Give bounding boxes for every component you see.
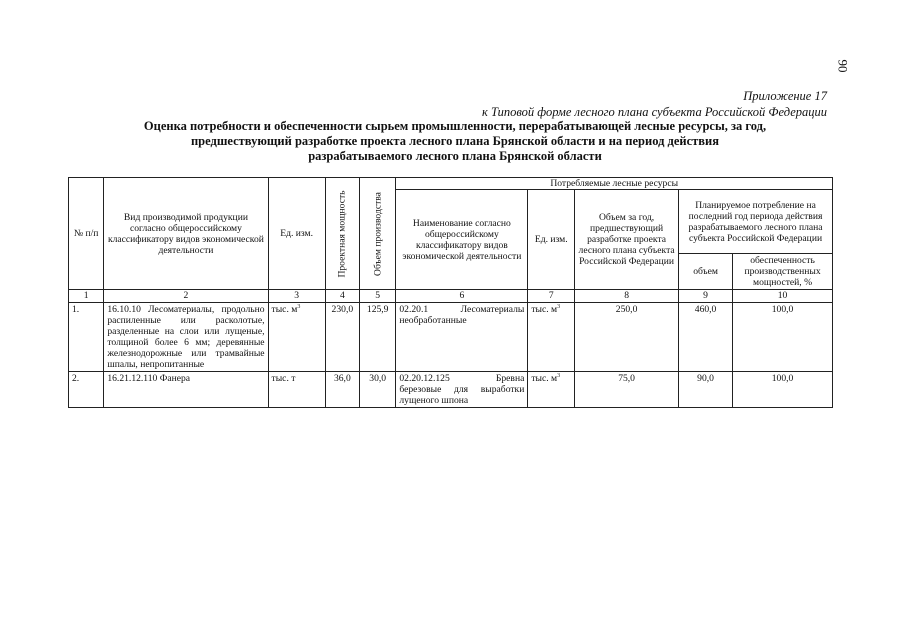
column-number: 6 <box>396 290 528 303</box>
row-num: 2. <box>69 372 104 408</box>
appendix-line-1: Приложение 17 <box>743 89 827 103</box>
header-res-name: Наименование согласно общероссийскому классификатору видов экономической деятельности <box>396 190 528 290</box>
header-plan-volume: объем <box>679 254 733 290</box>
header-row-1 <box>69 178 833 190</box>
header-num: № п/п <box>69 178 104 290</box>
table-row <box>69 372 833 408</box>
column-number: 5 <box>360 290 396 303</box>
row-plan-volume: 460,0 <box>679 303 733 372</box>
column-number: 7 <box>528 290 575 303</box>
row-capacity: 230,0 <box>325 303 359 372</box>
column-number: 1 <box>69 290 104 303</box>
table-row <box>69 303 833 372</box>
header-consumed: Потребляемые лесные ресурсы <box>396 178 833 190</box>
title-line-3: разрабатываемого лесного плана Брянской области <box>308 149 602 163</box>
row-unit <box>268 303 325 372</box>
row-res-name: 02.20.1 Лесоматериалы необработанные <box>396 303 528 372</box>
row-res-unit-text: тыс. м <box>531 304 558 315</box>
row-unit-sup: 3 <box>297 303 301 310</box>
column-number: 8 <box>575 290 679 303</box>
header-planned: Планируемое потребление на последний год периода действия разрабатываемого лесного плана субъекта Российской Федерации <box>679 190 833 254</box>
row-num: 1. <box>69 303 104 372</box>
header-volume-text: Объем производства <box>372 191 384 276</box>
row-volume: 30,0 <box>360 372 396 408</box>
column-number: 4 <box>325 290 359 303</box>
page-number: 90 <box>835 59 851 73</box>
row-unit <box>268 372 325 408</box>
column-number: 9 <box>679 290 733 303</box>
row-plan-supply: 100,0 <box>733 372 833 408</box>
row-product: 16.21.12.110 Фанера <box>104 372 268 408</box>
row-volume: 125,9 <box>360 303 396 372</box>
header-res-unit: Ед. изм. <box>528 190 575 290</box>
row-prev-year: 75,0 <box>575 372 679 408</box>
header-capacity-text: Проектная мощность <box>336 189 348 278</box>
column-number: 2 <box>104 290 268 303</box>
row-capacity: 36,0 <box>325 372 359 408</box>
header-volume <box>360 178 396 290</box>
column-number: 3 <box>268 290 325 303</box>
row-res-unit-text: тыс. м <box>531 373 558 384</box>
row-res-unit <box>528 303 575 372</box>
row-unit-text: тыс. м <box>271 304 298 315</box>
header-capacity <box>325 178 359 290</box>
column-number: 10 <box>733 290 833 303</box>
header-product: Вид производимой продукции согласно общероссийскому классификатору видов экономической деятельности <box>104 178 268 290</box>
appendix-note <box>482 88 827 120</box>
header-unit: Ед. изм. <box>268 178 325 290</box>
row-res-name: 02.20.12.125 Бревна березовые для выработки лущеного шпона <box>396 372 528 408</box>
row-res-unit <box>528 372 575 408</box>
title-line-2: предшествующий разработке проекта лесного плана Брянской области и на период действия <box>190 134 720 148</box>
row-product: 16.10.10 Лесоматериалы, продольно распиленные или расколотые, разделенные на слои или лущеные, толщиной более 6 мм; деревянные железнодорожные или трамвайные шпалы, непропитанные <box>104 303 268 372</box>
document-title <box>90 119 820 164</box>
row-plan-volume: 90,0 <box>679 372 733 408</box>
row-unit-text: тыс. т <box>271 373 296 384</box>
header-prev-year: Объем за год, предшествующий разработке проекта лесного плана субъекта Российской Федерации <box>575 190 679 290</box>
row-res-unit-sup: 3 <box>557 303 561 310</box>
column-numbers-row <box>69 290 833 303</box>
resource-table <box>68 177 833 408</box>
row-prev-year: 250,0 <box>575 303 679 372</box>
appendix-line-2: к Типовой форме лесного плана субъекта Российской Федерации <box>482 105 827 119</box>
row-res-unit-sup: 3 <box>557 372 561 379</box>
title-line-1: Оценка потребности и обеспеченности сырьем промышленности, перерабатывающей лесные ресурсы, за год, <box>143 119 767 133</box>
header-plan-supply: обеспеченность производственных мощностей, % <box>733 254 833 290</box>
row-plan-supply: 100,0 <box>733 303 833 372</box>
